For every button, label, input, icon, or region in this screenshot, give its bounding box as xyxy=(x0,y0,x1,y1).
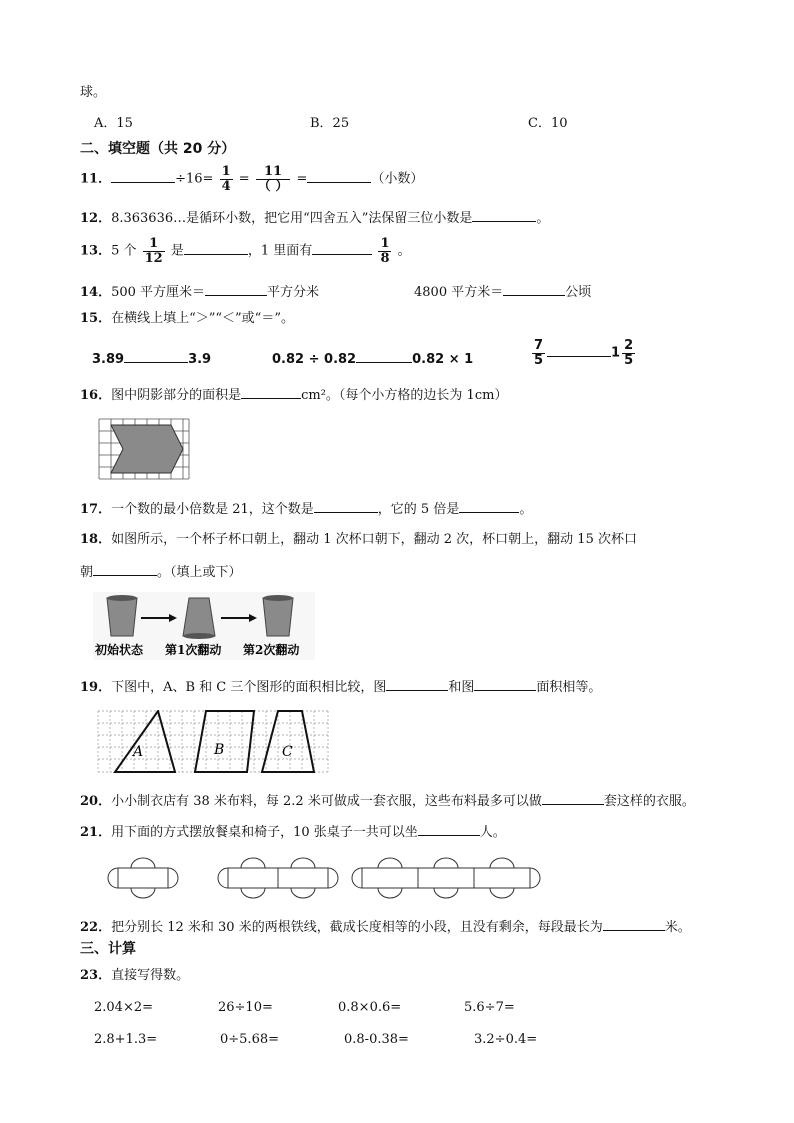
punct: 。 xyxy=(397,243,411,259)
question-text: 500 平方厘米＝ xyxy=(111,285,206,300)
question-22 xyxy=(80,918,691,934)
question-number: 16． xyxy=(80,388,112,403)
question-text: 把分别长 12 米和 30 米的两根铁线，截成长度相等的小段，且没有剩余，每段最长为 xyxy=(111,920,603,935)
answer-blank[interactable] xyxy=(503,283,565,296)
question-23 xyxy=(80,969,189,982)
unit-text: 公顷 xyxy=(565,285,592,300)
section-2-title: 二、填空题（共 20 分） xyxy=(80,141,236,157)
punct: 。 xyxy=(519,502,533,517)
caption-flip-2: 第2次翻动 xyxy=(243,643,300,657)
question-text: 米。 xyxy=(664,920,691,935)
question-18-line-2 xyxy=(80,563,242,579)
question-text: 套这样的衣服。 xyxy=(603,794,695,809)
fraction-1-8: $\frac{1}{8}$ xyxy=(380,236,390,266)
question-11 xyxy=(80,165,423,193)
question-19 xyxy=(80,678,601,694)
calc-item: 3.2÷0.4= xyxy=(474,1032,538,1047)
cup-icon-down xyxy=(183,598,215,639)
right-operand: 0.82 × 1 xyxy=(412,352,474,367)
question-text: 如图所示，一个杯子杯口朝上，翻动 1 次杯口朝下，翻动 2 次，杯口朝上，翻动 15 次杯口 xyxy=(111,532,637,547)
cup-icon-upright xyxy=(263,595,293,636)
question-number: 13． xyxy=(80,243,112,259)
q11-unit: （小数） xyxy=(371,171,424,187)
answer-blank[interactable] xyxy=(474,678,536,691)
unit-text: cm²。（每个小方格的边长为 1cm） xyxy=(301,388,508,403)
equals-sign: = xyxy=(238,171,250,187)
question-13 xyxy=(80,237,411,265)
question-17 xyxy=(80,500,532,516)
fraction-7-5: $\frac{7}{5}$ xyxy=(534,338,544,368)
left-operand: 3.89 xyxy=(92,352,125,367)
caption-flip-1: 第1次翻动 xyxy=(165,643,222,657)
question-text: 。（填上或下） xyxy=(157,565,242,580)
answer-blank[interactable] xyxy=(459,500,519,513)
question-18 xyxy=(80,533,637,546)
compare-a xyxy=(92,350,211,366)
calc-item: 5.6÷7= xyxy=(464,1000,515,1015)
question-text: 4800 平方米＝ xyxy=(414,285,504,300)
question-20 xyxy=(80,792,695,808)
shape-label-c: C xyxy=(282,744,293,760)
fraction-1-4: $\frac{1}{4}$ xyxy=(221,164,231,194)
question-number: 22． xyxy=(80,920,112,935)
question-number: 12． xyxy=(80,211,112,226)
shape-label-b: B xyxy=(214,742,225,758)
question-text: 直接写得数。 xyxy=(111,968,190,983)
question-text: 面积相等。 xyxy=(536,680,602,695)
answer-blank[interactable] xyxy=(418,823,480,836)
left-operand: 0.82 ÷ 0.82 xyxy=(272,352,357,367)
answer-blank[interactable] xyxy=(386,678,448,691)
question-number: 15． xyxy=(80,311,112,326)
question-text: 8.363636…是循环小数，把它用“四舍五入”法保留三位小数是 xyxy=(111,211,473,226)
question-number: 14． xyxy=(80,285,112,300)
q10-tail-text: 球。 xyxy=(80,85,107,100)
question-text: 是 xyxy=(170,243,184,259)
question-16 xyxy=(80,386,507,402)
question-number: 11． xyxy=(80,171,112,187)
question-text: ，1 里面有 xyxy=(247,243,313,259)
q11-divide: ÷16= xyxy=(175,171,214,187)
answer-blank[interactable] xyxy=(312,242,372,255)
question-text: 一个数的最小倍数是 21，这个数是 xyxy=(111,502,314,517)
equals-sign: = xyxy=(296,171,308,187)
question-14-part-b xyxy=(414,283,591,299)
punct: 。 xyxy=(536,211,550,226)
answer-blank[interactable] xyxy=(603,918,665,931)
answer-blank[interactable] xyxy=(542,792,604,805)
calc-item: 26÷10= xyxy=(218,1000,273,1015)
calc-item: 0÷5.68= xyxy=(220,1032,280,1047)
tables-chairs-figure xyxy=(100,854,550,902)
answer-blank[interactable] xyxy=(93,563,157,576)
question-text: 图中阴影部分的面积是 xyxy=(111,388,242,403)
answer-blank[interactable] xyxy=(356,350,412,363)
fraction-11-blank: $\frac{11}{( )}$ xyxy=(257,164,289,194)
answer-blank[interactable] xyxy=(111,170,175,183)
cup-flip-figure xyxy=(93,592,315,660)
question-text: 人。 xyxy=(479,825,506,840)
caption-initial: 初始状态 xyxy=(95,643,144,657)
right-operand: 3.9 xyxy=(188,352,212,367)
answer-blank[interactable] xyxy=(205,283,267,296)
question-text: 在横线上填上“＞”“＜”或“＝”。 xyxy=(111,311,294,326)
cup-icon-upright xyxy=(107,595,137,636)
question-number: 21． xyxy=(80,825,112,840)
question-12 xyxy=(80,209,549,225)
unit-text: 平方分米 xyxy=(267,285,320,300)
answer-blank[interactable] xyxy=(184,242,248,255)
question-number: 23． xyxy=(80,968,112,983)
question-number: 19． xyxy=(80,680,112,695)
shape-label-a: A xyxy=(133,744,144,760)
q10-option-c: C．10 xyxy=(528,116,568,131)
whole-part: 1 xyxy=(611,345,621,361)
question-text: 朝 xyxy=(80,565,94,580)
q10-option-a: A．15 xyxy=(94,116,133,131)
answer-blank[interactable] xyxy=(472,209,536,222)
fraction-2-5: $\frac{2}{5}$ xyxy=(624,338,634,368)
calc-item: 0.8-0.38= xyxy=(344,1032,409,1047)
question-14 xyxy=(80,283,319,299)
calc-item: 0.8×0.6= xyxy=(338,1000,402,1015)
question-text: 用下面的方式摆放餐桌和椅子，10 张桌子一共可以坐 xyxy=(111,825,418,840)
answer-blank[interactable] xyxy=(124,350,188,363)
fraction-1-12: $\frac{1}{12}$ xyxy=(144,236,163,266)
compare-c xyxy=(530,339,637,367)
answer-blank[interactable] xyxy=(307,170,371,183)
question-text: 下图中，A、B 和 C 三个图形的面积相比较，图 xyxy=(111,680,387,695)
compare-b xyxy=(272,350,473,366)
shape-comparison-figure xyxy=(97,710,329,774)
question-text: 小小制衣店有 38 米布料，每 2.2 米可做成一套衣服，这些布料最多可以做 xyxy=(111,794,542,809)
calc-item: 2.04×2= xyxy=(94,1000,154,1015)
answer-blank[interactable] xyxy=(314,500,378,513)
question-number: 18． xyxy=(80,532,112,547)
calc-item: 2.8+1.3= xyxy=(94,1032,158,1047)
question-number: 17． xyxy=(80,502,112,517)
question-text: 5 个 xyxy=(111,243,137,259)
question-text: 和图 xyxy=(448,680,475,695)
answer-blank[interactable] xyxy=(547,344,611,357)
question-15 xyxy=(80,312,294,325)
section-3-title: 三、计算 xyxy=(80,941,136,957)
shaded-grid-figure xyxy=(98,418,190,480)
question-text: ，它的 5 倍是 xyxy=(377,502,460,517)
answer-blank[interactable] xyxy=(241,386,301,399)
question-21 xyxy=(80,823,506,839)
question-number: 20． xyxy=(80,794,112,809)
q10-option-b: B．25 xyxy=(310,116,350,131)
